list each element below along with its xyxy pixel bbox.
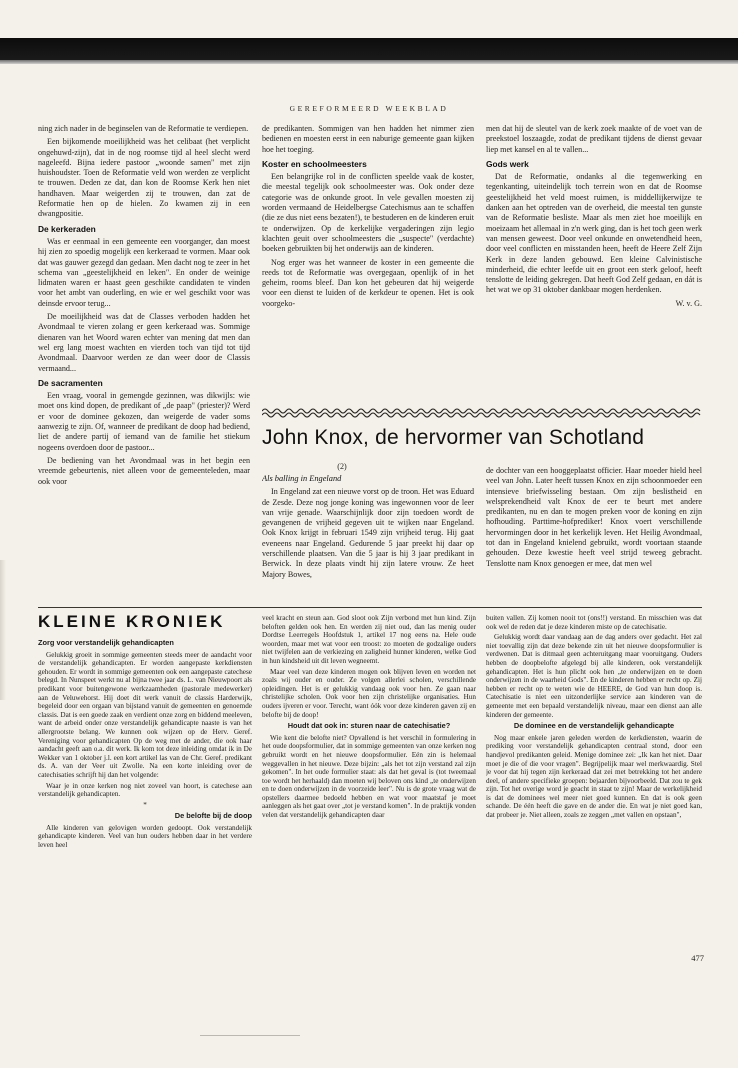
paragraph: veel kracht en steun aan. God sloot ook Zijn verbond met hun kind. Zijn beloften gelden ook hen. En werden zij niet oud, dan las menig ouder Dordtse Leerregels Hoofdstuk 1, artikel 17 nog eens na. Hele oude woorden, maar met wat voor een troost: zo moeten de godzalige ouders niet twijfelen aan de verkiezing en zaligheid hunner kinderen, welke God in hun kindsheid uit dit leven wegneemt. [262, 614, 476, 665]
paragraph: Een vraag, vooral in gemengde gezinnen, was dikwijls: wie moet ons kind dopen, de predikant of „de paap" (priester)? Werd er voor de dominee gekozen, dan weigerde de vader soms aanwezig te zijn. Of, wanneer de predikant de doop had bediend, liet de andere partij of iemand van de familie het stiekum nogeens overdoen door de pastoor... [38, 391, 250, 452]
kronijk-title: KLEINE KRONIEK [38, 612, 226, 631]
section-heading: De sacramenten [38, 377, 103, 388]
scan-top-edge [0, 60, 738, 64]
paragraph: de dochter van een hooggeplaatst officier. Haar moeder hield heel veel van John. Later heeft tussen Knox en zijn schoonmoeder een intensieve briefwisseling bestaan. Om zijn beslistheid en welsprekendheid valt Knox de eer te beurt met andere predikanten, nu en dan te mogen preken voor de koning en zijn hofhouding. Parttime-hofprediker! Knox voert verschillende hervormingen door in het kerkelijk leven. Het Heilig Avondmaal, tot dan in Engeland knielend gebruikt, wordt voortaan staande gehouden. Deze kwestie heeft veel strijd teweeg gebracht. Tenslotte nam Knox genoegen er mee, dat men wel [486, 466, 702, 568]
paragraph: Maar veel van deze kinderen mogen ook blijven leven en worden net zoals wij ouder en ouder. Ze volgen allerlei scholen, verschillende opleidingen. Het is er gelukkig vandaag ook voor hen. Ze gaan naar christelijke scholen. Ook voor hen zijn christelijke organisaties. Hun ouders ijveren er voor. Terecht, want óók voor deze kinderen gaven zij en belofte bij de doop! [262, 667, 476, 719]
page-number: 477 [691, 953, 704, 963]
section-heading: De dominee en de verstandelijk gehandicapte [513, 721, 675, 731]
paragraph: Gelukkig groeit in sommige gemeenten steeds meer de aandacht voor de verstandelijk gehandicapten. Er worden aangepaste kerkdiensten gehouden. Er wordt in sommige gemeenten ook een aangepaste catechese belegd. In Nunspeet werkt nu al bijna twee jaar ds. L. van Nieuwpoort als predikant voor buitengewone werkzaamheden (pastorale medewerker) aan de Veluwehorst. Hij doet dit werk vanuit de classis Harderwijk, begeleid door een orgaan van bijstand vanuit de gemeenten en genoemde classis. Dat is een goede zaak en verdient onze zorg en biddend meeleven, want de arbeid onder onze verstandelijk gehandicapte naaste is van het allergrootste belang. We kunnen ook wijzen op de Herv. Geref. Vereniging voor gehandicapten Op de weg met de ander, die ook haar aandacht geeft aan o.a. dit werk. Ik kom tot deze inleiding omdat ik in De Wekker van 1 oktober j.l. een kort artikel las van de Chr. Geref. predikant ds. A. van der Veer uit Zwolle. Na een korte inleiding over de catechisaties schrijft hij dan het volgende: [38, 650, 252, 779]
paragraph: Een belangrijke rol in de conflicten speelde vaak de koster, die meestal tegelijk ook schoolmeester was. Ook onder deze categorie was de onkunde groot. In vele gevallen moesten zij worden vermaand de Heidelbergse Catechismus aan te schaffen (die ze dus niet eens bezaten!), te bestuderen en de kinderen eruit te onderwijzen. Op de kerkelijke vergaderingen zijn legio klachten geuit over schoolmeesters die „suspecte" (verdachte) boeken gebruikten bij het onderwijs aan de kinderen. [262, 172, 474, 254]
paragraph: Een bijkomende moeilijkheid was het celibaat (het verplicht ongehuwd-zijn), dat in de nog roomse tijd al heel slecht werd nageleefd. Bijna iedere pastoor „woonde samen" met zijn huishoudster. Toen de Reformatie veld won werden ze verplicht te trouwen. Deden ze dat, dan kon de Roomse Kerk hen niet handhaven. Maar weigerden zij te trouwen, dan zat de Reformatie hen op de hielen. Zo kwamen zij in een dwangpositie. [38, 137, 250, 219]
paragraph: Nog erger was het wanneer de koster in een gemeente die reeds tot de Reformatie was overgegaan, openlijk of in het geheim, rooms bleef. Dan kon het gebeuren dat hij weigerde voor een dienst te luiden of de kerkdeur te openen. Het is ook voorgeko- [262, 257, 474, 308]
section-heading: De belofte bij de doop [174, 811, 252, 821]
article-column-2 [262, 124, 474, 402]
paragraph: Wie kent die belofte niet? Opvallend is het verschil in formulering in het oude doopsformulier, dat in sommige gemeenten van onze kerken nog gebruikt wordt en het nieuwe doopsformulier. Eén zin is helemaal weggevallen in het nieuwe. Deze bijzin: „als het tot zijn verstand zal zijn gekomen". In het oude formulier staat: als dat het geval is (tot tweemaal toe wordt het herhaald) dan moeten wij beloven ons kind „te onderwijzen en te doen onderwijzen in de voorzeide leer". Nu is de grote vraag wat de opstellers daarmee bedoeld hebben en wat voor maatstaf je moet aanleggen als het gaat over „tot je verstand komen". In de praktijk vonden velen dat verstandelijk gehandicapten daar [262, 733, 476, 820]
knox-column-left [262, 474, 474, 604]
section-rule [38, 607, 702, 608]
section-heading: De kerkeraden [38, 223, 96, 234]
section-heading: Houdt dat ook in: sturen naar de catechisatie? [287, 721, 451, 731]
paragraph: Was er eenmaal in een gemeente een voorganger, dan moest hij zien zo spoedig mogelijk een kerkeraad te vormen. Maar ook dat was gauwer gezegd dan gedaan. Men dacht nog te zeer in het schema van „geestelijkheid en leken". En onder de weinige lidmaten waren er haast geen geschikte candidaten te vinden voor het ambt van ouderling, en wie er wel geschikt voor was deinsde ervoor terug... [38, 236, 250, 308]
paragraph: Waar je in onze kerken nog niet zoveel van hoort, is catechese aan verstandelijk gehandicapten. [38, 781, 252, 799]
article-subheading: Als balling in Engeland [262, 474, 342, 483]
paragraph: De moeilijkheid was dat de Classes verboden hadden het Avondmaal te vieren zolang er geen kerkeraad was. Sommige dienaren van het Woord waren echter van mening dat men dan wel erg lang moest wachten en vierden toch van tijd tot tijd Avondmaal. Daarvoor werden ze dan weer door de Classis vermaand... [38, 312, 250, 373]
paragraph: ning zich nader in de beginselen van de Reformatie te verdiepen. [38, 124, 249, 133]
running-header: GEREFORMEERD WEEKBLAD [289, 104, 449, 113]
paragraph: De bediening van het Avondmaal was in het begin een vreemde gebeurtenis, niet alleen voor de gemeenteleden, maar ook voor [38, 455, 250, 486]
section-heading: Gods werk [486, 158, 529, 169]
article-part-number: (2) [337, 462, 347, 471]
paragraph: buiten vallen. Zij komen nooit tot (ons!!) verstand. En misschien was dat ook wel de reden dat je deze kinderen miste op de catechisatie. [486, 614, 702, 631]
knox-column-right [486, 466, 702, 604]
scan-top-bar [0, 38, 738, 60]
author-signature: W. v. G. [675, 298, 702, 308]
paragraph: In Engeland zat een nieuwe vorst op de troon. Het was Eduard de Zesde. Deze nog jonge koning was ingewonnen voor de leer van vrije genade. Waarschijnlijk door zijn toedoen wordt de gevangenen de vrijheid gegeven uit te wijken naar Engeland. Ook Knox krijgt in februari 1549 zijn vrijheid terug. Hij gaat eveneens naar Engeland. Gedurende 5 jaar preekt hij daar op verschillende plaatsen. Van die 5 jaar is hij 3 jaar predikant in Berwick. In deze plaats vindt hij zijn latere vrouw. Ze heet Majory Bowes, [262, 487, 474, 579]
kronijk-column-3 [486, 614, 702, 948]
scan-edge-shadow [0, 560, 6, 700]
paragraph: Nog maar enkele jaren geleden werden de kerkdiensten, waarin de prediking voor verstandelijk gehandicapten centraal stond, door een handjevol predikanten geleid. Menige dominee zei: „Ik kan het niet. Daar moet je die of die voor vragen". Begrijpelijk maar wel merkwaardig. Stel je voor dat hij tegen zijn kerkeraad dat zei met betrekking tot het andere deel, of andere specifieke groepen: bejaarden bijvoorbeeld. Dat zou te gek zijn. Tot het overige word je geacht in staat te zijn! Maar de werkelijkheid is dat de dominees wel meer niet goed kunnen. En dat is ook geen schande. De één heeft die gave en de ander die. En wat je niet goed kan, dat probeer je. Niet alleen, zoals ze zeggen „met vallen en opstaan", [486, 733, 702, 820]
kronijk-column-1 [38, 636, 252, 948]
article-column-3 [486, 124, 702, 402]
kronijk-column-2 [262, 614, 476, 948]
paragraph: Gelukkig wordt daar vandaag aan de dag anders over gedacht. Het zal niet toevallig zijn dat deze bekende zin uit het nieuwe doopsformulier is verdwenen. Dat is ditmaal geen achteruitgang maar vooruitgang. Ouders hebben de doopbelofte afgelegd bij alle kinderen, ook verstandelijk gehandicapten. Het is hun plicht ook hen „te onderwijzen en te doen onderwijzen in de waarheid Gods". En de kinderen hebben er recht op. Zij hebben er recht op te weten wie de HEERE, de God van hun doop is. Catechisatie is niet een uitzonderlijke service aan kinderen van de gemeente met een bepaald verstandelijk niveau, maar een dienst aan alle kinderen der gemeente. [486, 633, 702, 719]
wavy-divider [262, 406, 702, 420]
section-heading: Koster en schoolmeesters [262, 158, 367, 169]
scan-artifact-line [200, 1035, 300, 1036]
paragraph: men dat hij de sleutel van de kerk zoek maakte of de voet van de preekstoel loszaagde, zodat de predikant tijdens de dienst gevaar liep met kansel en al te vallen... [486, 124, 702, 154]
section-heading: Zorg voor verstandelijk gehandicapten [38, 638, 174, 647]
paragraph: Alle kinderen van gelovigen worden gedoopt. Ook verstandelijk gehandicapte kinderen. Veel van hun ouders hebben daar in het verdere leven heel [38, 823, 252, 850]
article-title: John Knox, de hervormer van Schotland [262, 426, 645, 449]
paragraph: Dat de Reformatie, ondanks al die tegenwerking en tegenkanting, uiteindelijk toch terrein won en dat de Roomse geestelijkheid het veld moest ruimen, is middellijkerwijze te danken aan het optreden van de overheid, die meestal ten gunste van de Reformatie besliste. Maar als men ziet hoe moeilijk en moeizaam het allemaal in z'n werk ging, dan is het toch geen werk van mensen geweest. Door veel onkunde en onwetendheid heen, door veel conflicten en misstanden heen, heeft de Heere Zelf Zijn Kerk in deze landen gebouwd. Een kleine Calvinistische minderheid, die echter leefde uit en groot een sterk geloof, heeft tenslotte de leiding gekregen. Dat heeft God Zelf gedaan, en dát is het wat we op 31 oktober dankbaar mogen herdenken. [486, 172, 702, 295]
section-separator: * [143, 800, 147, 809]
paragraph: de predikanten. Sommigen van hen hadden het nimmer zien bedienen en moesten eerst in een naburige gemeente gaan kijken hoe het toeging. [262, 124, 474, 154]
article-column-1 [38, 124, 250, 604]
